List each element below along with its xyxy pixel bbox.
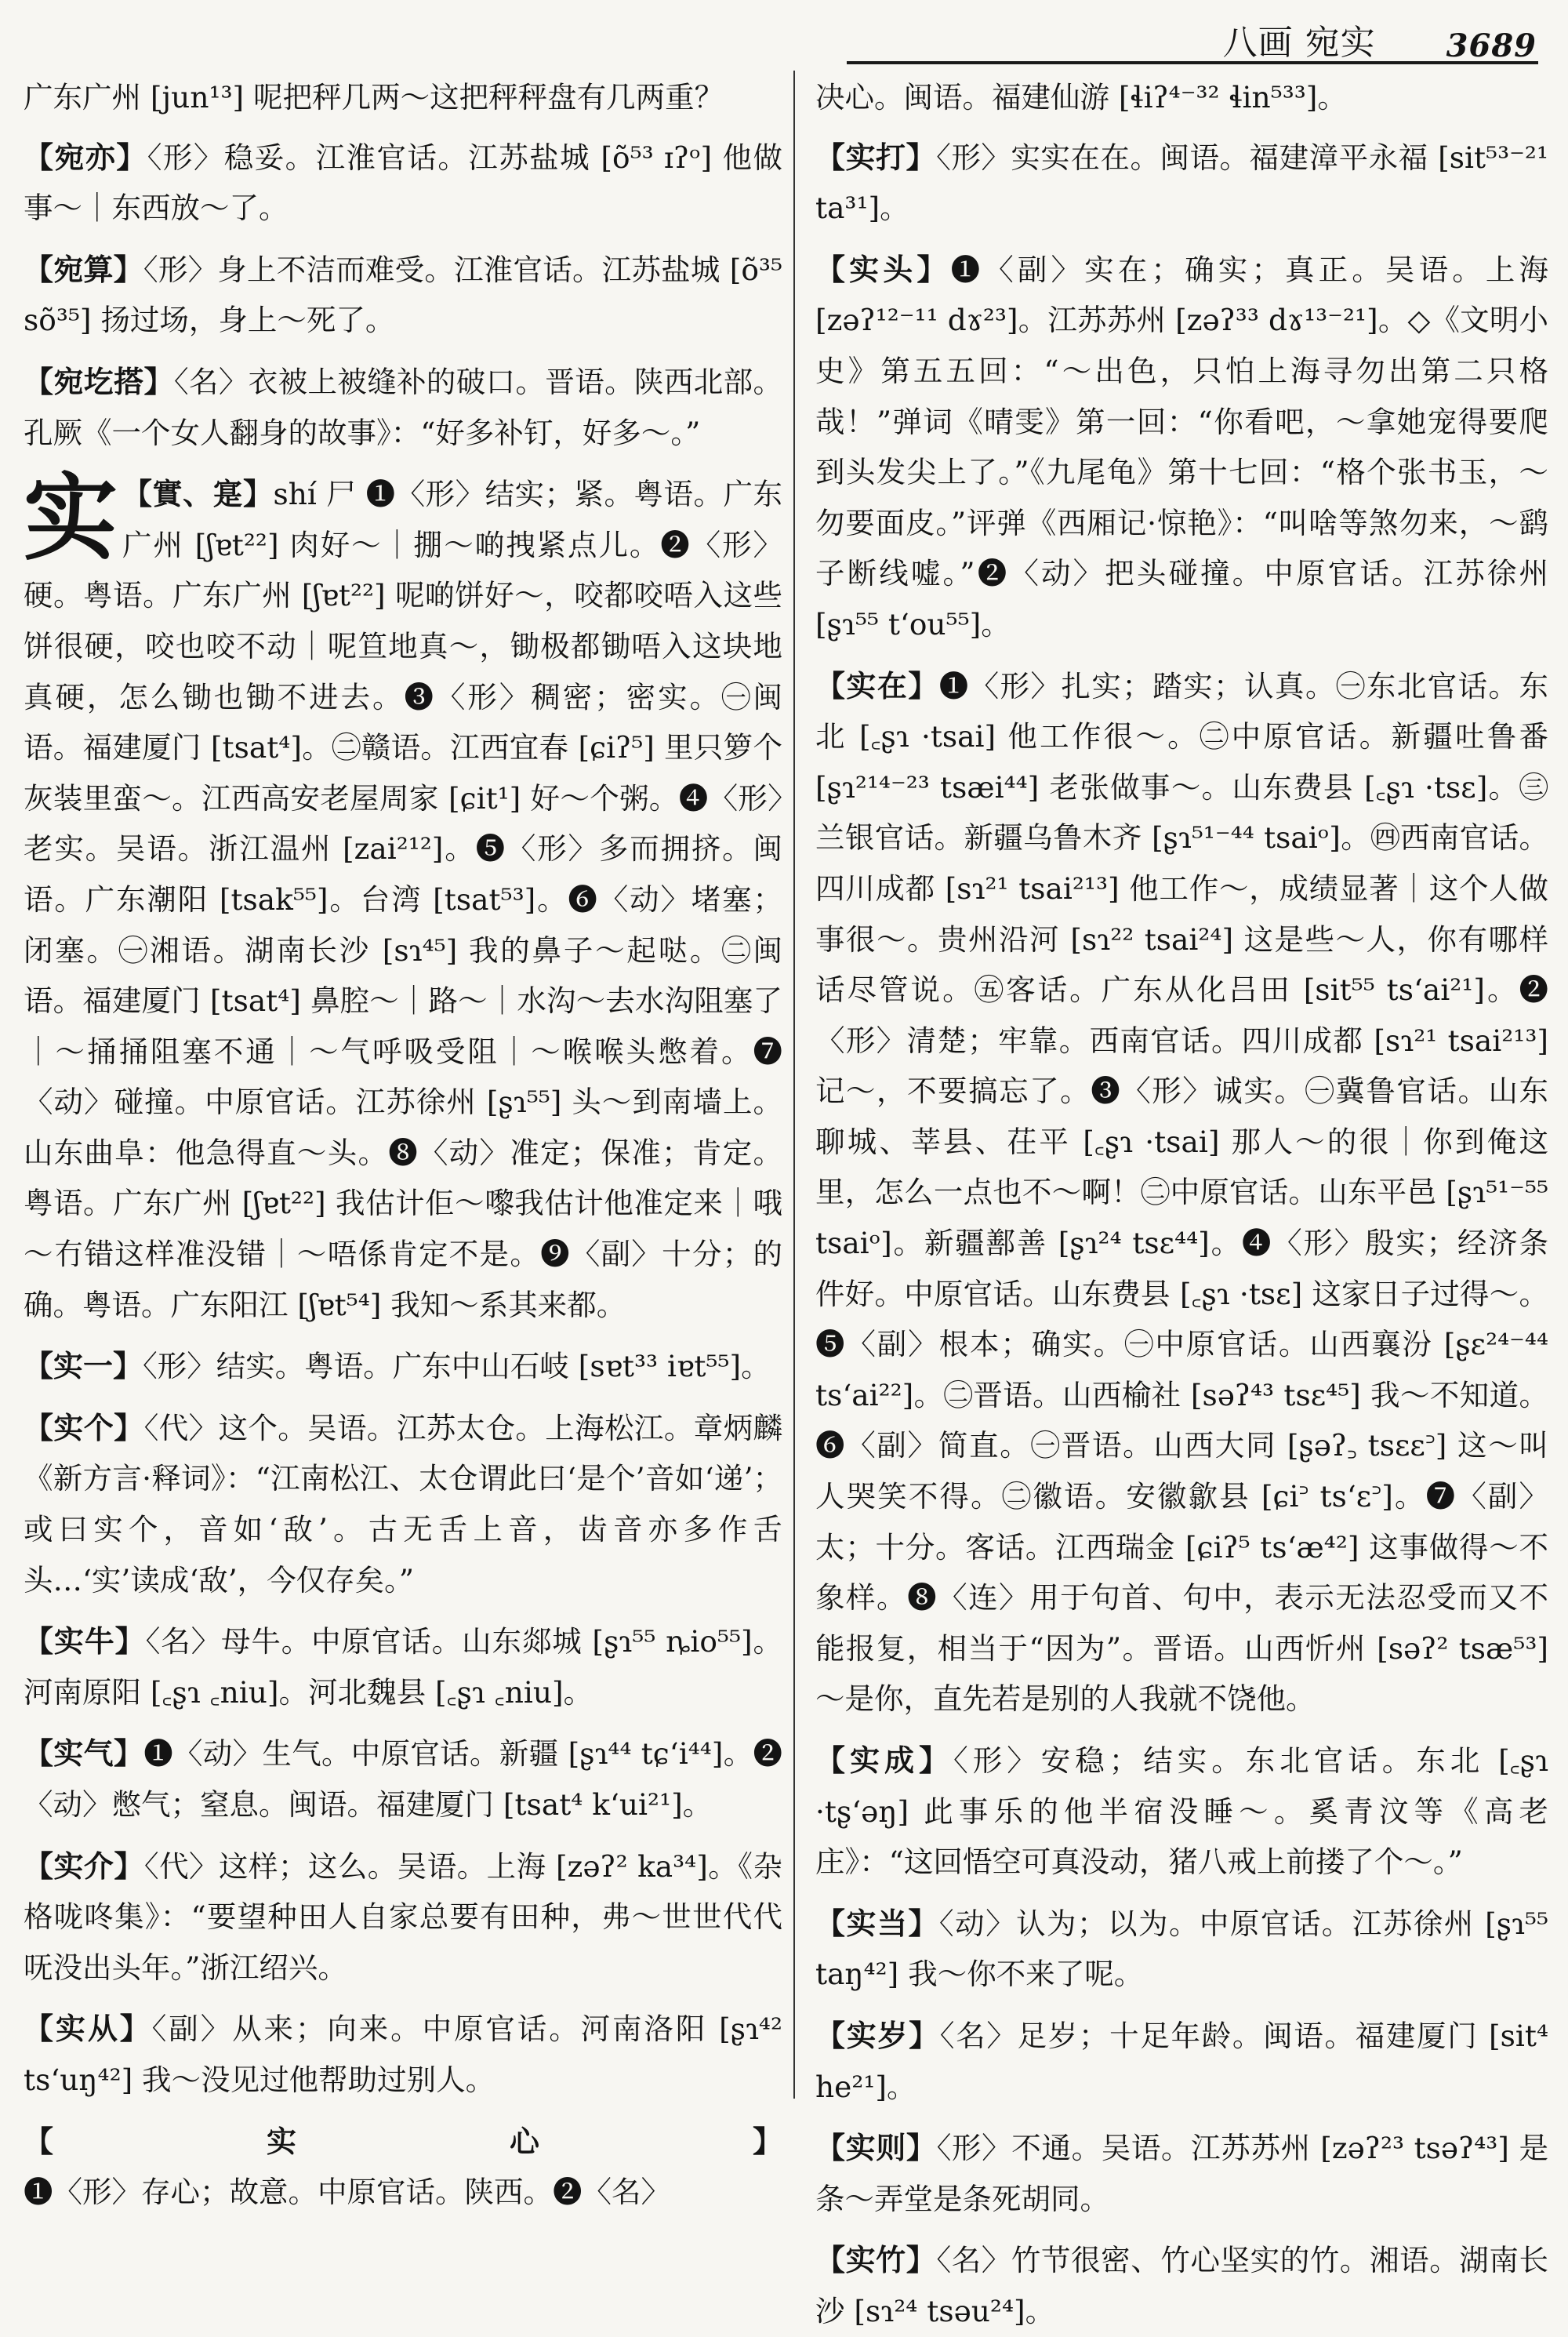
- entry-headword: 【实个】: [24, 1409, 144, 1445]
- section-title: 八画 宛实: [1222, 23, 1376, 63]
- entry-definition: 〈形〉结实。粤语。广东中山石岐 [sɐt³³ iɐt⁵⁵]。: [143, 1349, 771, 1384]
- page-number: 3689: [1446, 27, 1537, 64]
- entry-definition: 〈动〉认为；以为。中原官话。江苏徐州 [ʂɿ⁵⁵ taŋ⁴²] 我～你不来了呢。: [815, 1906, 1548, 1992]
- entry-headword: 【实从】: [24, 2011, 152, 2047]
- entry-definition: 〈形〉稳妥。江淮官话。江苏盐城 [õ⁵³ ɪʔᵒ] 他做事～｜东西放～了。: [24, 140, 782, 226]
- entry-headword: 【实当】: [815, 1905, 939, 1941]
- entry-headword: 【实在】: [815, 667, 939, 703]
- dictionary-entry: [24, 1616, 782, 1717]
- dictionary-entry: [24, 1728, 782, 1830]
- entry-headword: 【宛算】: [24, 251, 143, 287]
- dictionary-entry: [24, 245, 782, 346]
- dictionary-entry: [815, 661, 1548, 1725]
- header-rule: [847, 61, 1538, 64]
- dictionary-entry: [24, 2004, 782, 2105]
- dictionary-entry: [24, 133, 782, 234]
- entry-definition: ❶〈形〉存心；故意。中原官话。陕西。❷〈名〉: [24, 2175, 670, 2210]
- entry-definition: 〈名〉衣被上被缝补的破口。晋语。陕西北部。孔厥《一个女人翻身的故事》：“好多补钉，好多～。”: [24, 364, 782, 450]
- dictionary-entry: [815, 2011, 1548, 2112]
- dictionary-entry: [815, 2123, 1548, 2224]
- dictionary-entry: [24, 2117, 782, 2218]
- entry-definition: 〈名〉竹节很密、竹心坚实的竹。湘语。湖南长沙 [sɿ²⁴ tsəu²⁴]。: [815, 2243, 1548, 2328]
- main-entry: [24, 463, 782, 1330]
- dictionary-entry: [815, 1899, 1548, 2000]
- entry-definition: 〈副〉从来；向来。中原官话。河南洛阳 [ʂɿ⁴² tsʻuŋ⁴²] 我～没见过他帮助过别人。: [24, 2012, 782, 2097]
- entry-headword: 【实一】: [24, 1348, 143, 1384]
- dictionary-entry: [815, 133, 1548, 234]
- entry-headword: 【实打】: [815, 139, 937, 175]
- dictionary-entry: [815, 2235, 1548, 2336]
- entry-definition: 〈名〉足岁；十足年龄。闽语。福建厦门 [sit⁴ he²¹]。: [815, 2018, 1548, 2104]
- entry-definition: ❶〈动〉生气。中原官话。新疆 [ʂɿ⁴⁴ tɕʻi⁴⁴]。❷〈动〉憋气；窒息。闽语。福建厦门 [tsat⁴ kʻui²¹]。: [24, 1736, 782, 1822]
- entry-headword: 【实竹】: [815, 2242, 937, 2278]
- entry-definition: 〈代〉这个。吴语。江苏太仓。上海松江。章炳麟《新方言·释词》：“江南松江、太仓谓此曰‘是个’音如‘递’；或曰实个，音如‘敌’。古无舌上音，齿音亦多作舌头…‘实’读成‘敌’，今仅存矣。”: [24, 1410, 782, 1597]
- continuation-text: 决心。闽语。福建仙游 [ɬiʔ⁴⁻³² ɬin⁵³³]。: [815, 80, 1347, 114]
- entry-headword: 【实则】: [815, 2130, 937, 2166]
- entry-definition: 〈形〉身上不洁而难受。江淮官话。江苏盐城 [õ³⁵ sõ³⁵] 扬过场，身上～死了。: [24, 252, 782, 338]
- dictionary-entry: [24, 1403, 782, 1605]
- entry-headword: 【实气】: [24, 1735, 144, 1772]
- left-column: [24, 72, 782, 2210]
- entry-headword: 【实介】: [24, 1848, 144, 1884]
- entry-definition: 〈形〉安稳；结实。东北官话。东北 [꜀ʂɿ ·tʂʻəŋ] 此事乐的他半宿没睡～。奚青汶等《高老庄》：“这回悟空可真没动，猪八戒上前搂了个～。”: [815, 1743, 1548, 1880]
- entry-headword: 【實、寔】: [122, 476, 274, 512]
- entry-definition: ❶〈形〉扎实；踏实；认真。㊀东北官话。东北 [꜀ʂɿ ·tsai] 他工作很～。㊁中原官话。新疆吐鲁番 [ʂɿ²¹⁴⁻²³ tsæi⁴⁴] 老张做事～。山东费县 [꜀ʂɿ ·tsɛ]。㊂兰银官话。新疆乌鲁木齐 [ʂɿ⁵¹⁻⁴⁴ tsaiᵒ]。㊃西南官话。四川成都 [sɿ²¹ tsai²¹³] 他工作～，成绩显著｜这个人做事很～。贵州沿河 [sɿ²² tsai²⁴] 这是些～人，你有哪样话尽管说。㊄客话。广东从化吕田 [sit⁵⁵ tsʻai²¹]。❷〈形〉清楚；牢靠。西南官话。四川成都 [sɿ²¹ tsai²¹³] 记～，不要搞忘了。❸〈形〉诚实。㊀冀鲁官话。山东聊城、莘县、茌平 [꜀ʂɿ ·tsai] 那人～的很｜你到俺这里，怎么一点也不～啊！㊁中原官话。山东平邑 [ʂɿ⁵¹⁻⁵⁵ tsaiᵒ]。新疆鄯善 [ʂɿ²⁴ tsɛ⁴⁴]。❹〈形〉殷实；经济条件好。中原官话。山东费县 [꜀ʂɿ ·tsɛ] 这家日子过得～。❺〈副〉根本；确实。㊀中原官话。山西襄汾 [ʂɛ²⁴⁻⁴⁴ tsʻai²²]。㊁晋语。山西榆社 [səʔ⁴³ tsɛ⁴⁵] 我～不知道。❻〈副〉简直。㊀晋语。山西大同 [ʂəʔ꜆ tsɛɛ꜄] 这～叫人哭笑不得。㊁徽语。安徽歙县 [ɕi꜄ tsʻɛ꜄]。❼〈副〉太；十分。客话。江西瑞金 [ɕiʔ⁵ tsʻæ⁴²] 这事做得～不象样。❽〈连〉用于句首、句中，表示无法忍受而又不能报复，相当于“因为”。晋语。山西忻州 [səʔ² tsæ⁵³]～是你，直先若是别的人我就不饶他。: [815, 668, 1548, 1717]
- page-header: [31, 8, 1537, 64]
- entry-headword: 【实头】: [815, 251, 951, 287]
- entry-definition: 〈代〉这样；这么。吴语。上海 [zəʔ² ka³⁴]。《杂格咙咚集》：“要望种田人自家总要有田种，弗～世世代代呒没出头年。”浙江绍兴。: [24, 1848, 782, 1985]
- column-divider: [793, 71, 795, 2099]
- dictionary-entry: [24, 1841, 782, 1994]
- entry-headword: 【宛圪搭】: [24, 363, 174, 399]
- dictionary-entry: [24, 1341, 782, 1392]
- entry-definition: shí 尸 ❶〈形〉结实；紧。粤语。广东广州 [ʃɐt²²] 肉好～｜掤～啲拽紧点儿。❷〈形〉硬。粤语。广东广州 [ʃɐt²²] 呢啲饼好～，咬都咬唔入这些饼很硬，咬也咬不动｜呢笪地真～，锄极都锄唔入这块地真硬，怎么锄也锄不进去。❸〈形〉稠密；密实。㊀闽语。福建厦门 [tsat⁴]。㊁赣语。江西宜春 [ɕiʔ⁵] 里只箩个灰装里蛮～。江西高安老屋周家 [ɕit¹] 好～个粥。❹〈形〉老实。吴语。浙江温州 [zai²¹²]。❺〈形〉多而拥挤。闽语。广东潮阳 [tsak⁵⁵]。台湾 [tsat⁵³]。❻〈动〉堵塞；闭塞。㊀湘语。湖南长沙 [sɿ⁴⁵] 我的鼻子～起哒。㊁闽语。福建厦门 [tsat⁴] 鼻腔～｜路～｜水沟～去水沟阻塞了｜～捅捅阻塞不通｜～气呼吸受阻｜～喉喉头憋着。❼〈动〉碰撞。中原官话。江苏徐州 [ʂɿ⁵⁵] 头～到南墙上。山东曲阜：他急得直～头。❽〈动〉准定；保准；肯定。粤语。广东广州 [ʃɐt²²] 我估计佢～嚟我估计他准定来｜哦～冇错这样准没错｜～唔係肯定不是。❾〈副〉十分；的确。粤语。广东阳江 [ʃɐt⁵⁴] 我知～系其来都。: [24, 477, 782, 1322]
- entry-headword: 【宛亦】: [24, 139, 147, 175]
- entry-headword: 【实岁】: [815, 2017, 940, 2053]
- right-column: [815, 72, 1548, 2328]
- dictionary-entry: [815, 1735, 1548, 1888]
- entry-headword: 【实心】: [24, 2123, 782, 2159]
- entry-definition: ❶〈副〉实在；确实；真正。吴语。上海 [zəʔ¹²⁻¹¹ dɤ²³]。江苏苏州 [zəʔ³³ dɤ¹³⁻²¹]。◇《文明小史》第五五回：“～出色，只怕上海寻勿出第二只格哉！”弹词《晴雯》第一回：“你看吧，～拿她宠得要爬到头发尖上了。”《九尾龟》第十七回：“格个张书玉，～勿要面皮。”评弹《西厢记·惊艳》：“叫啥等煞勿来，～鹞子断线嘘。”❷〈动〉把头碰撞。中原官话。江苏徐州 [ʂɿ⁵⁵ tʻou⁵⁵]。: [815, 252, 1548, 641]
- entry-headword: 【实成】: [815, 1743, 953, 1778]
- dictionary-entry: [815, 245, 1548, 650]
- entry-definition: 〈名〉母牛。中原官话。山东郯城 [ʂɿ⁵⁵ ȵio⁵⁵]。河南原阳 [꜀ʂɿ ꜀niu]。河北魏县 [꜀ʂɿ ꜀niu]。: [24, 1624, 782, 1710]
- entry-definition: 〈形〉实实在在。闽语。福建漳平永福 [sit⁵³⁻²¹ ta³¹]。: [815, 140, 1548, 226]
- continuation-text: 广东广州 [jun¹³] 呢把秤几两～这把秤秤盘有几两重？: [24, 80, 724, 114]
- main-headword-char: 实: [24, 463, 118, 574]
- entry-headword: 【实牛】: [24, 1623, 146, 1659]
- entry-definition: 〈形〉不通。吴语。江苏苏州 [zəʔ²³ tsəʔ⁴³] 是条～弄堂是条死胡同。: [815, 2131, 1548, 2216]
- dictionary-entry: [24, 357, 782, 458]
